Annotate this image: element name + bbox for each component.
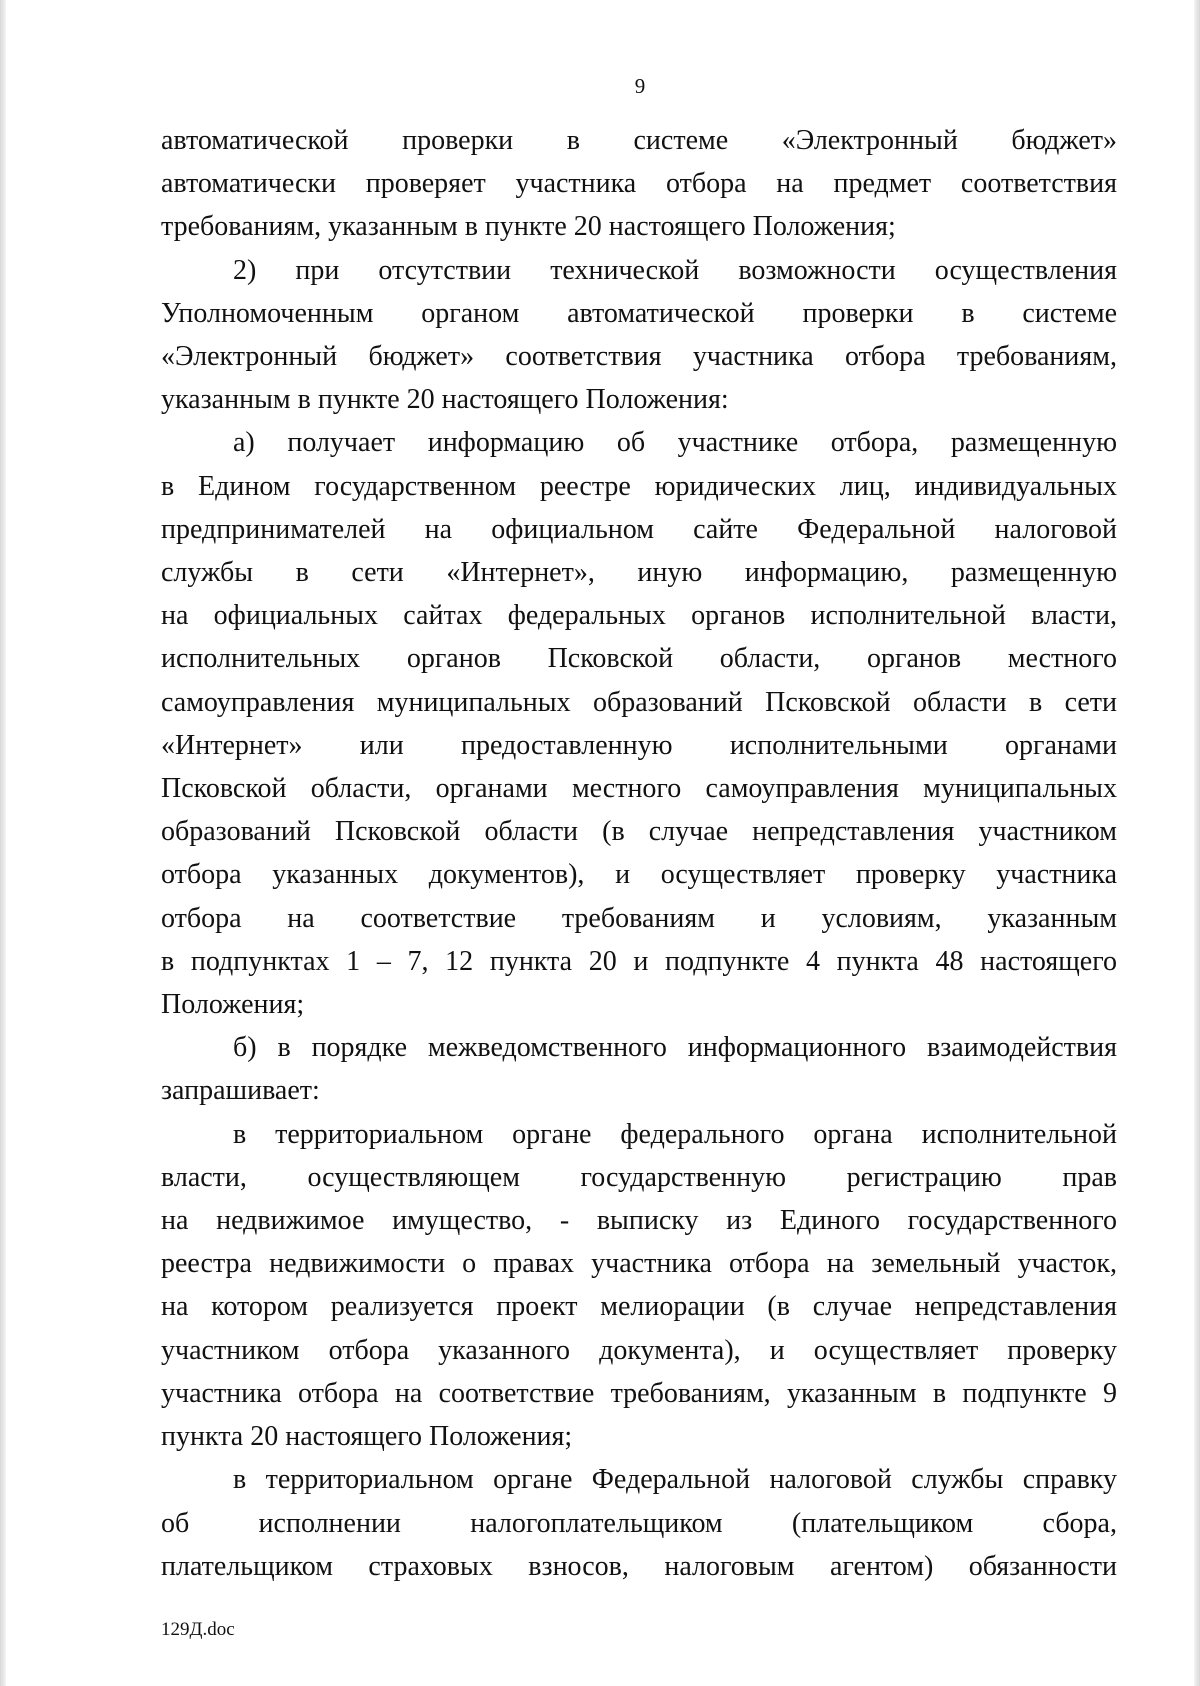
text-line: в Едином государственном реестре юридических лиц, индивидуальных: [161, 470, 1117, 502]
document-body: [161, 119, 1117, 1588]
text-line: запрашивает:: [161, 1075, 320, 1107]
text-line: пункта 20 настоящего Положения;: [161, 1421, 573, 1453]
text-line: б) в порядке межведомственного информационного взаимодействия: [233, 1032, 1117, 1064]
text-line: Положения;: [161, 989, 305, 1021]
text-line: на недвижимое имущество, - выписку из Единого государственного: [161, 1205, 1117, 1237]
page-number: 9: [634, 74, 646, 98]
text-line: Уполномоченным органом автоматической проверки в системе: [161, 297, 1117, 329]
text-line: предпринимателей на официальном сайте Федеральной налоговой: [161, 513, 1117, 545]
text-line: «Электронный бюджет» соответствия участника отбора требованиям,: [161, 341, 1117, 373]
text-line: в подпунктах 1 – 7, 12 пункта 20 и подпункте 4 пункта 48 настоящего: [161, 945, 1117, 977]
text-line: образований Псковской области (в случае непредставления участником: [161, 816, 1117, 848]
text-line: об исполнении налогоплательщиком (плательщиком сбора,: [161, 1507, 1117, 1539]
text-line: власти, осуществляющем государственную регистрацию прав: [161, 1161, 1117, 1193]
text-line: отбора указанных документов), и осуществляет проверку участника: [161, 859, 1117, 891]
text-line: «Интернет» или предоставленную исполнительными органами: [161, 729, 1117, 761]
text-line: плательщиком страховых взносов, налоговым агентом) обязанности: [161, 1550, 1117, 1582]
scan-edge-left: [0, 0, 6, 1686]
text-line: на котором реализуется проект мелиорации (в случае непредставления: [161, 1291, 1117, 1323]
text-line: автоматической проверки в системе «Электронный бюджет»: [161, 125, 1117, 156]
text-line: в территориальном органе Федеральной налоговой службы справку: [233, 1464, 1117, 1496]
text-line: участником отбора указанного документа), и осуществляет проверку: [161, 1334, 1117, 1366]
text-line: указанным в пункте 20 настоящего Положения:: [161, 384, 729, 416]
text-line: требованиям, указанным в пункте 20 настоящего Положения;: [161, 211, 896, 243]
document-footer-filename: 129Д.doc: [161, 1619, 235, 1640]
text-line: исполнительных органов Псковской области, органов местного: [161, 643, 1117, 675]
text-line: в территориальном органе федерального органа исполнительной: [233, 1118, 1117, 1150]
text-line: 2) при отсутствии технической возможности осуществления: [233, 254, 1117, 286]
text-line: Псковской области, органами местного самоуправления муниципальных: [161, 773, 1117, 805]
text-line: автоматически проверяет участника отбора на предмет соответствия: [161, 168, 1117, 200]
text-line: участника отбора на соответствие требованиям, указанным в подпункте 9: [161, 1377, 1117, 1409]
text-line: реестра недвижимости о правах участника отбора на земельный участок,: [161, 1248, 1117, 1280]
scan-edge-right: [1194, 0, 1200, 1686]
text-line: на официальных сайтах федеральных органов исполнительной власти,: [161, 600, 1117, 632]
text-line: самоуправления муниципальных образований Псковской области в сети: [161, 686, 1117, 718]
text-line: службы в сети «Интернет», иную информацию, размещенную: [161, 557, 1117, 589]
text-line: а) получает информацию об участнике отбора, размещенную: [233, 427, 1117, 459]
text-line: отбора на соответствие требованиям и условиям, указанным: [161, 902, 1117, 934]
